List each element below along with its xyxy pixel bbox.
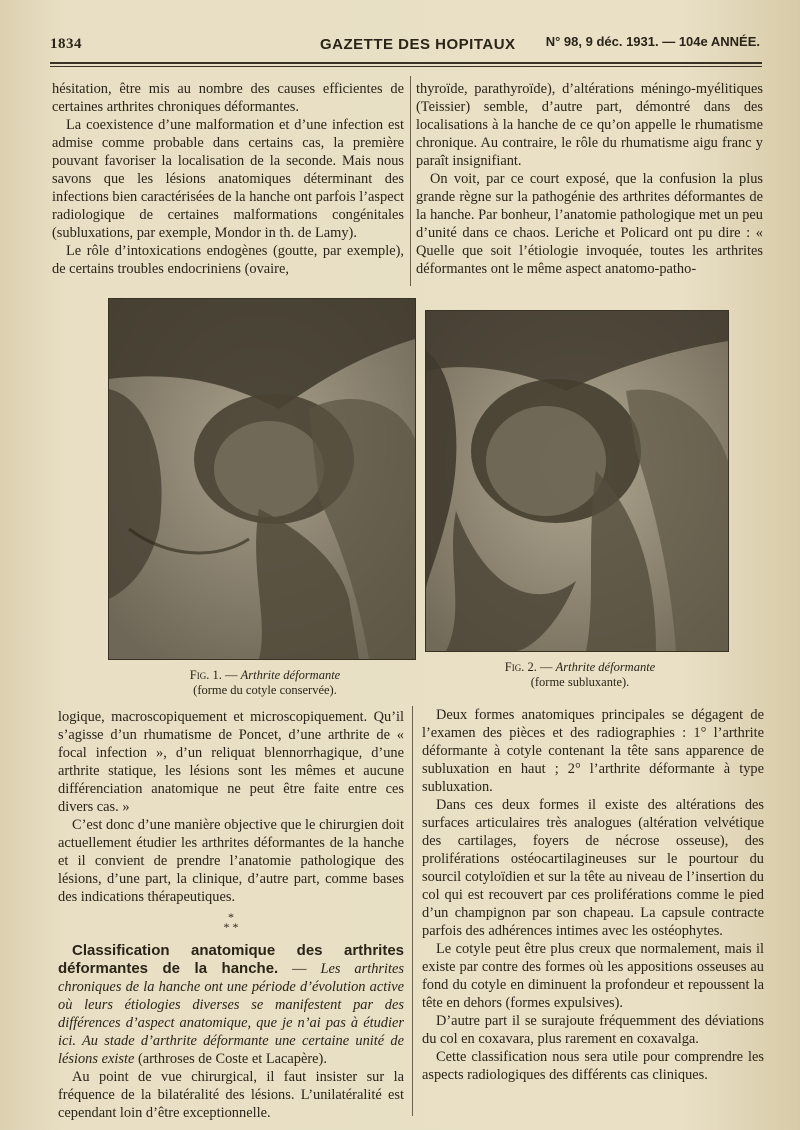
figure-2-caption: Fig. 2. — Arthrite déformante (forme subluxante). bbox=[504, 660, 656, 689]
top-right-column bbox=[416, 80, 763, 278]
radiograph-image bbox=[426, 311, 728, 651]
paragraph: D’autre part il se surajoute fréquemment des déviations du col en coxavara, plus rarement en coxavalga. bbox=[422, 1013, 764, 1047]
section-title: Classification anatomique des arthrites déformantes de la hanche. bbox=[58, 942, 404, 977]
section-paragraph: Classification anatomique des arthrites déformantes de la hanche. — Les arthrites chroniques de la hanche ont une période d’évolution active où leurs étiologies diverses se manifestent par des différences d’aspect anatomique, que je n’ai pas à étudier ici. Au stade d’arthrite déformante une certaine unité de lésions existe (arthroses de Coste et Lacapère). bbox=[58, 942, 404, 1067]
section-separator: * * * bbox=[223, 910, 239, 934]
radiograph-image bbox=[109, 299, 415, 659]
figure-1-caption: Fig. 1. — Arthrite déformante (forme du cotyle conservée). bbox=[189, 668, 341, 697]
bottom-left-column bbox=[58, 708, 404, 1122]
paragraph: thyroïde, parathyroïde), d’altérations méningo-myélitiques (Teissier) semble, d’autre part, démontré dans des localisations à la hanche de ce qu’on appelle le rhumatisme chronique. Au contraire, le rôle du rhumatisme aigu franc y paraît insignifiant. bbox=[416, 81, 763, 169]
top-left-column bbox=[52, 80, 404, 278]
figure-2-radiograph bbox=[425, 310, 729, 652]
paragraph: C’est donc d’une manière objective que le chirurgien doit actuellement étudier les arthrites déformantes de la hanche et il convient de prendre l’anatomie pathologique des lésions, d’une part, la clinique, d’autre part, comme bases des indications thérapeutiques. bbox=[58, 817, 404, 905]
column-divider bbox=[412, 706, 413, 1116]
figure-1-radiograph bbox=[108, 298, 416, 660]
column-divider bbox=[410, 76, 411, 286]
paragraph: Le cotyle peut être plus creux que normalement, mais il existe par contre des formes où les appositions osseuses au fond du cotyle en diminuent la profondeur et repoussent la tête en dehors (formes expulsives). bbox=[422, 941, 764, 1011]
bottom-right-column bbox=[422, 706, 764, 1084]
paragraph: Deux formes anatomiques principales se dégagent de l’examen des pièces et des radiographies : 1° l’arthrite déformante à cotyle contenant la tête sans apparence de subluxation en haut ; 2° l’arthrite déformante à type subluxation. bbox=[422, 707, 764, 795]
paragraph: Au point de vue chirurgical, il faut insister sur la fréquence de la bilatéralité des lésions. L’unilatéralité est cependant loin d’être exceptionnelle. bbox=[58, 1069, 404, 1121]
page-header bbox=[50, 28, 760, 58]
journal-title: GAZETTE DES HOPITAUX bbox=[320, 36, 516, 53]
paragraph: On voit, par ce court exposé, que la confusion la plus grande règne sur la pathogénie des arthrites déformantes de la hanche. Par bonheur, l’anatomie pathologique met un peu d’unité dans ce chaos. Leriche et Policard ont pu dire : « Quelle que soit l’étiologie invoquée, toutes les arthrites déformantes ont le même aspect anatomo-patho- bbox=[416, 171, 763, 277]
header-rule-thin bbox=[50, 66, 762, 67]
paragraph: Dans ces deux formes il existe des altérations des surfaces articulaires très analogues (altération velvétique des cartilages, foyers de nécrose osseuse), des proliférations ostéocartilagineuses sur le pourtour du sourcil cotyloïdien et sur la tête au niveau de l’insertion du col qui est recouvert par ces proliférations comme le pied d’un champignon par son chapeau. La capsule contracte parfois des adhérences intimes avec les ostéophytes. bbox=[422, 797, 764, 939]
paragraph: logique, macroscopiquement et microscopiquement. Qu’il s’agisse d’un rhumatisme de Poncet, d’une arthrite de « focal infection », d’un reliquat blennorrhagique, d’une arthrite statique, les lésions sont les mêmes et aucune différenciation anatomique ne peut être faite entre ces divers cas. » bbox=[58, 709, 404, 815]
paragraph: Le rôle d’intoxications endogènes (goutte, par exemple), de certains troubles endocriniens (ovaire, bbox=[52, 243, 404, 277]
issue-info: N° 98, 9 déc. 1931. — 104e ANNÉE. bbox=[545, 34, 760, 49]
paragraph: La coexistence d’une malformation et d’une infection est admise comme probable dans certains cas, la première pouvant favoriser la localisation de la seconde. Mais nous savons que les lésions anatomiques déterminant des infections bien caractérisées de la hanche ont parfois l’aspect radiologique de certaines malformations congénitales (subluxations, par exemple, Mondor in th. de Lamy). bbox=[52, 117, 404, 241]
header-rule bbox=[50, 62, 762, 64]
section-italic: Les arthrites chroniques de la hanche ont une période d’évolution active où leurs étiologies diverses se manifestent par des différences d’aspect anatomique, que je n’ai pas à étudier ici. Au stade d’arthrite déformante une certaine unité de lésions existe bbox=[58, 961, 404, 1067]
paragraph: Cette classification nous sera utile pour comprendre les aspects radiologiques des différents cas cliniques. bbox=[422, 1049, 764, 1083]
paragraph: hésitation, être mis au nombre des causes efficientes de certaines arthrites chroniques déformantes. bbox=[52, 81, 404, 115]
page-number: 1834 bbox=[50, 36, 82, 52]
